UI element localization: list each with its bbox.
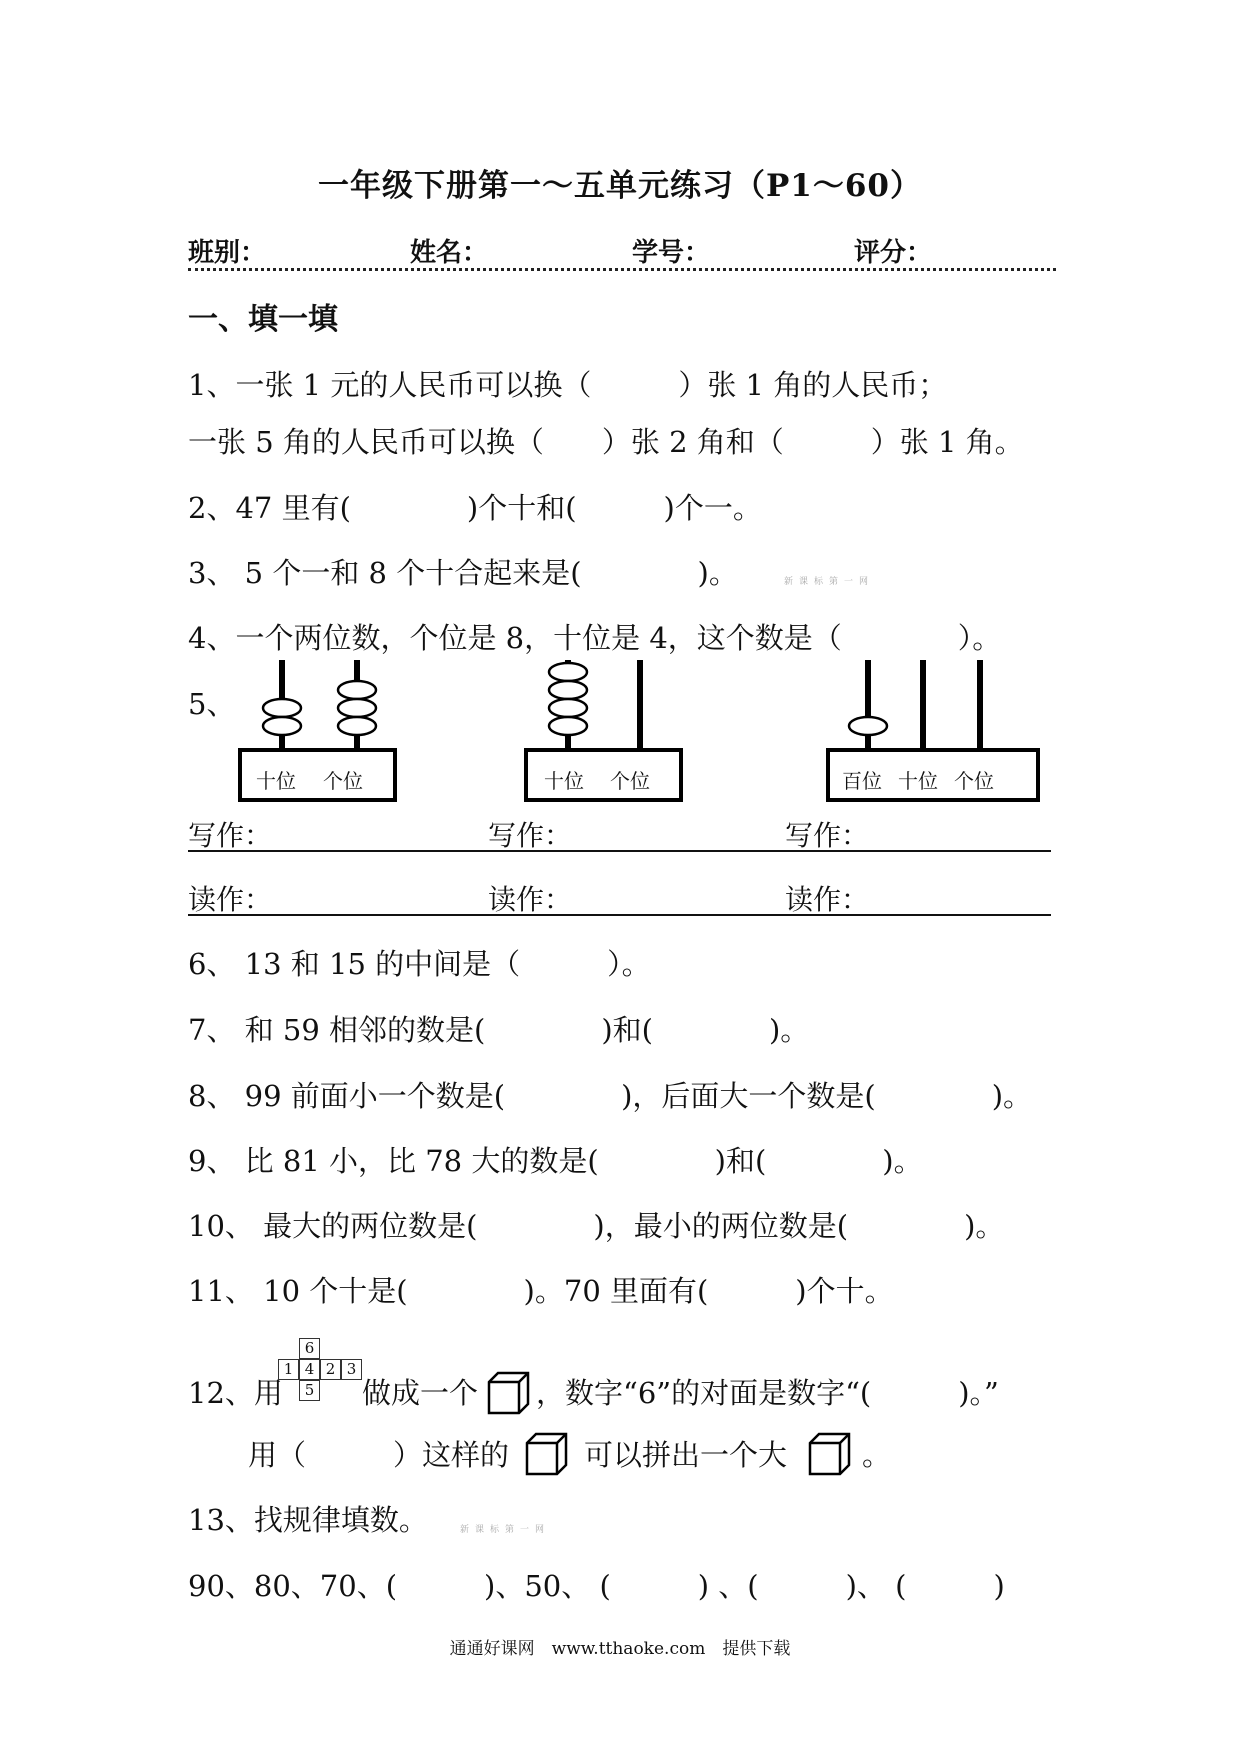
footer-credit: 通通好课网 www.tthaoke.com 提供下载	[449, 1639, 791, 1659]
watermark-note: 新课标第一网	[460, 1525, 551, 1535]
cube-net-cell: 3	[341, 1359, 362, 1380]
abacus-2-tens-label: 十位	[544, 769, 584, 793]
question-12-mid: 做成一个	[362, 1376, 479, 1410]
name-label: 姓名：	[410, 238, 489, 268]
read-label-2: 读作：	[488, 883, 573, 916]
write-label-3: 写作：	[785, 819, 870, 852]
abacus-1-ones-label: 个位	[323, 769, 363, 793]
question-12-line-2a: 用（ ）这样的	[248, 1438, 510, 1472]
read-label-1: 读作：	[188, 883, 273, 916]
question-12-line-2c: 。	[862, 1438, 892, 1472]
abacus-3-ones-label: 个位	[954, 769, 994, 793]
question-12-post: ，数字“6”的对面是数字“( )。”	[536, 1376, 999, 1410]
write-underline	[188, 850, 1051, 852]
cube-icon	[486, 1370, 532, 1416]
class-label: 班别：	[188, 238, 267, 268]
question-2: 2、47 里有( )个十和( )个一。	[188, 491, 762, 525]
page-title: 一年级下册第一～五单元练习（P1～60）	[317, 168, 923, 204]
write-label-2: 写作：	[488, 819, 573, 852]
abacus-3-hundreds-label: 百位	[842, 769, 882, 793]
cube-icon	[807, 1431, 853, 1477]
score-label: 评分：	[854, 238, 933, 268]
question-12-prefix: 12、用	[188, 1376, 283, 1410]
question-13-sequence: 90、80、70、( )、50、 ( ) 、( )、 ( )	[188, 1569, 1005, 1603]
question-9: 9、 比 81 小，比 78 大的数是( )和( )。	[188, 1144, 923, 1178]
question-5-label: 5、	[188, 687, 236, 721]
number-label: 学号：	[632, 238, 711, 268]
question-13: 13、找规律填数。	[188, 1503, 428, 1537]
question-4: 4、一个两位数，个位是 8，十位是 4，这个数是（ ）。	[188, 621, 1002, 655]
question-1-line-2: 一张 5 角的人民币可以换（ ）张 2 角和（ ）张 1 角。	[188, 425, 1024, 459]
cube-net-cell: 2	[320, 1359, 341, 1380]
abacus-3-tens-label: 十位	[898, 769, 938, 793]
abacus-2-ones-label: 个位	[610, 769, 650, 793]
question-10: 10、 最大的两位数是( )，最小的两位数是( )。	[188, 1209, 1005, 1243]
section-heading: 一、填一填	[188, 302, 338, 337]
write-label-1: 写作：	[188, 819, 273, 852]
question-1-line-1: 1、一张 1 元的人民币可以换（ ）张 1 角的人民币；	[188, 368, 948, 402]
watermark-note: 新课标第一网	[784, 577, 875, 587]
cube-icon	[524, 1431, 570, 1477]
student-info-row	[188, 232, 1056, 271]
cube-net-cell: 1	[278, 1359, 299, 1380]
question-3: 3、 5 个一和 8 个十合起来是( )。	[188, 556, 738, 590]
question-11: 11、 10 个十是( )。70 里面有( )个十。	[188, 1274, 894, 1308]
question-6: 6、 13 和 15 的中间是（ ）。	[188, 947, 651, 981]
cube-net-cell: 4	[299, 1359, 320, 1380]
read-label-3: 读作：	[785, 883, 870, 916]
cube-net-cell: 5	[299, 1380, 320, 1401]
question-8: 8、 99 前面小一个数是( )，后面大一个数是( )。	[188, 1079, 1033, 1113]
read-underline	[188, 914, 1051, 916]
cube-net-figure	[278, 1338, 362, 1404]
abacus-1-tens-label: 十位	[256, 769, 296, 793]
question-12-line-2b: 可以拼出一个大	[584, 1438, 788, 1472]
question-7: 7、 和 59 相邻的数是( )和( )。	[188, 1013, 810, 1047]
cube-net-cell: 6	[299, 1338, 320, 1359]
